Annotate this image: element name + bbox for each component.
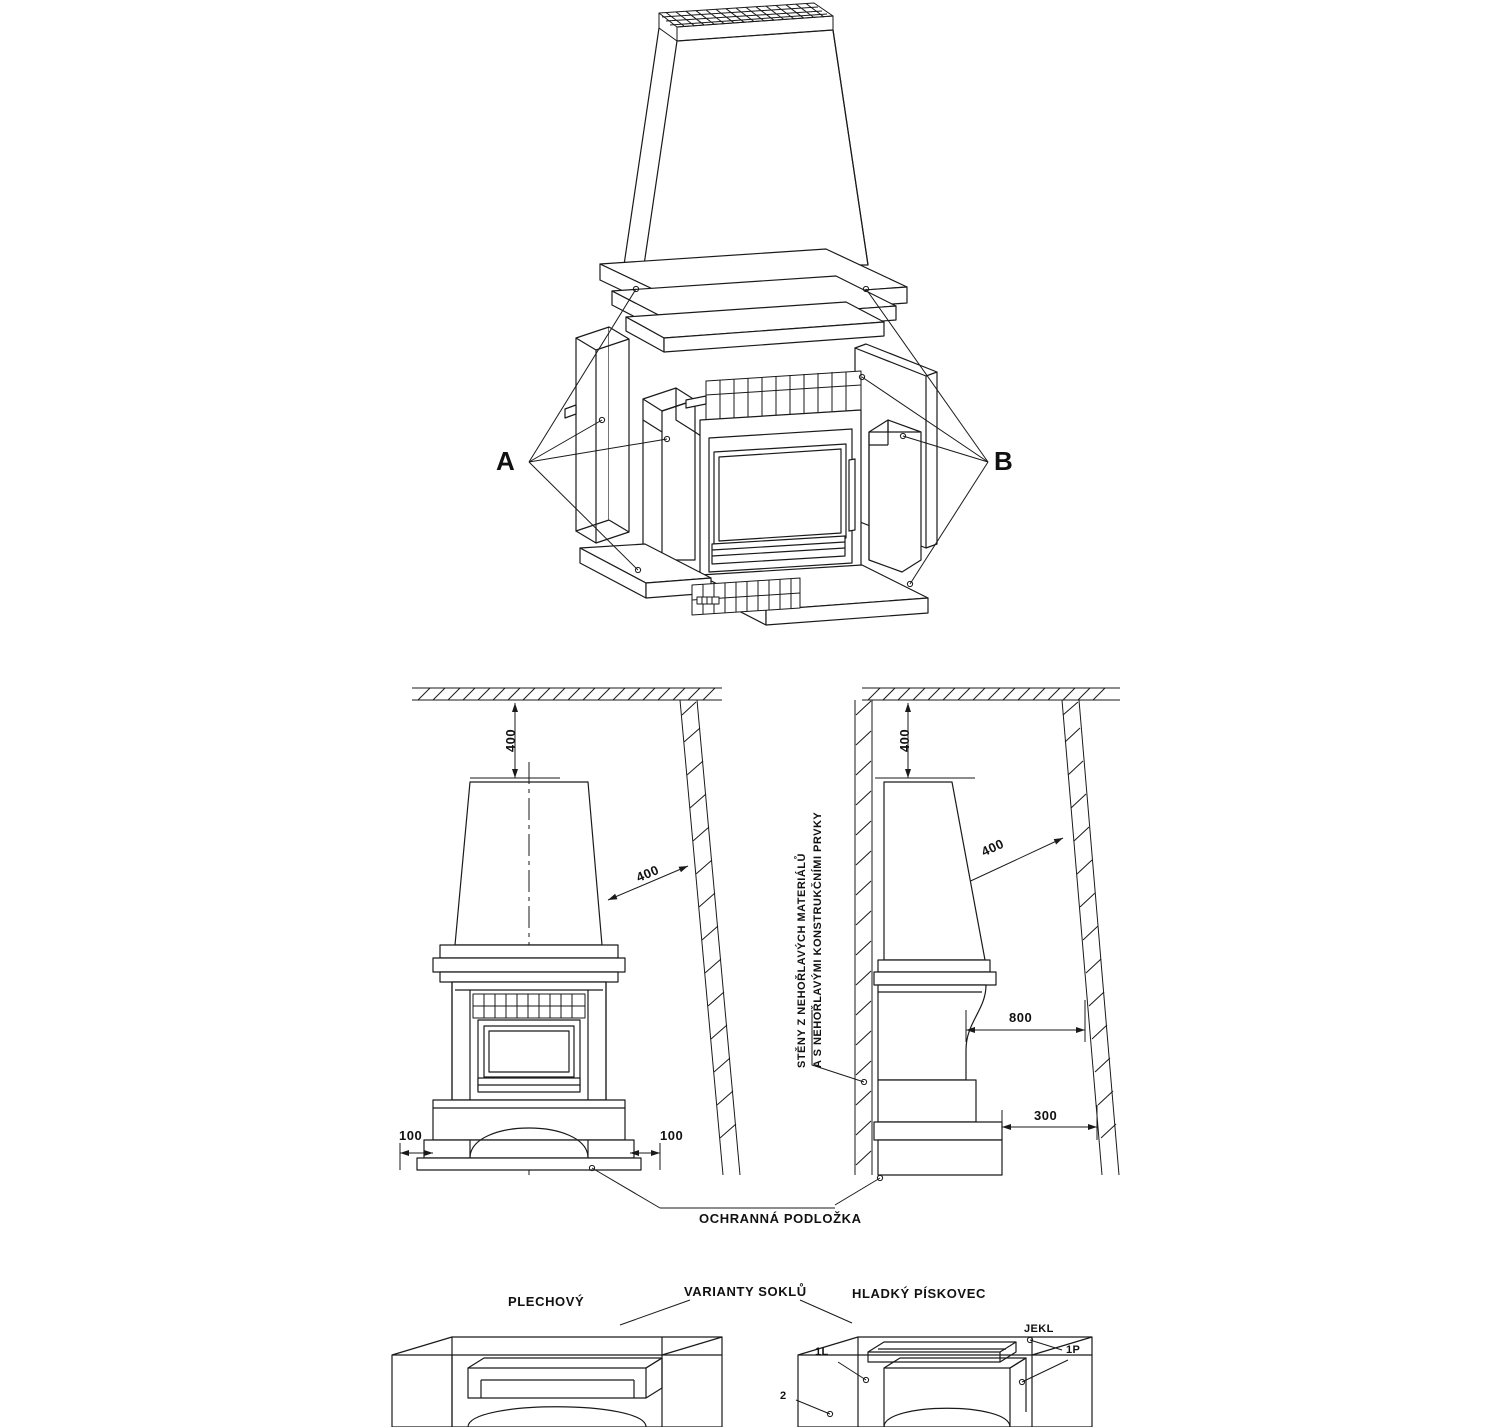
front-dim-right: 100 [660, 1128, 684, 1143]
front-dim-left: 100 [399, 1128, 423, 1143]
side-dim-diagonal: 400 [978, 835, 1007, 860]
side-section-view [812, 688, 1120, 1175]
part-1l-label: 1L [815, 1346, 829, 1358]
front-dim-diagonal: 400 [633, 862, 662, 885]
protective-pad-label: OCHRANNÁ PODLOŽKA [699, 1211, 862, 1226]
side-dim-base: 300 [1034, 1108, 1058, 1123]
base-variants-view [392, 1300, 1092, 1427]
wall-note-line2: A S NEHOŘLAVÝMI KONSTRUKČNÍMI PRVKY [812, 811, 824, 1068]
callout-b-label: B [994, 446, 1014, 476]
side-dim-depth: 800 [1009, 1010, 1033, 1025]
callout-a-label: A [496, 446, 516, 476]
wall-note-line1: STĚNY Z NEHOŘLAVÝCH MATERIÁLŮ [796, 853, 808, 1068]
part-1p-label: 1P [1066, 1344, 1081, 1356]
base-variant-sheet-metal-label: PLECHOVÝ [508, 1294, 585, 1309]
part-jekl-label: JEKL [1024, 1323, 1054, 1335]
base-variant-sandstone-label: HLADKÝ PÍSKOVEC [852, 1286, 986, 1301]
front-dim-top: 400 [503, 728, 519, 753]
part-2-label: 2 [780, 1390, 787, 1402]
side-dim-top: 400 [897, 728, 913, 753]
base-variants-heading: VARIANTY SOKLŮ [684, 1284, 807, 1299]
front-elevation-view [400, 688, 883, 1208]
exploded-assembly-view [529, 3, 988, 625]
